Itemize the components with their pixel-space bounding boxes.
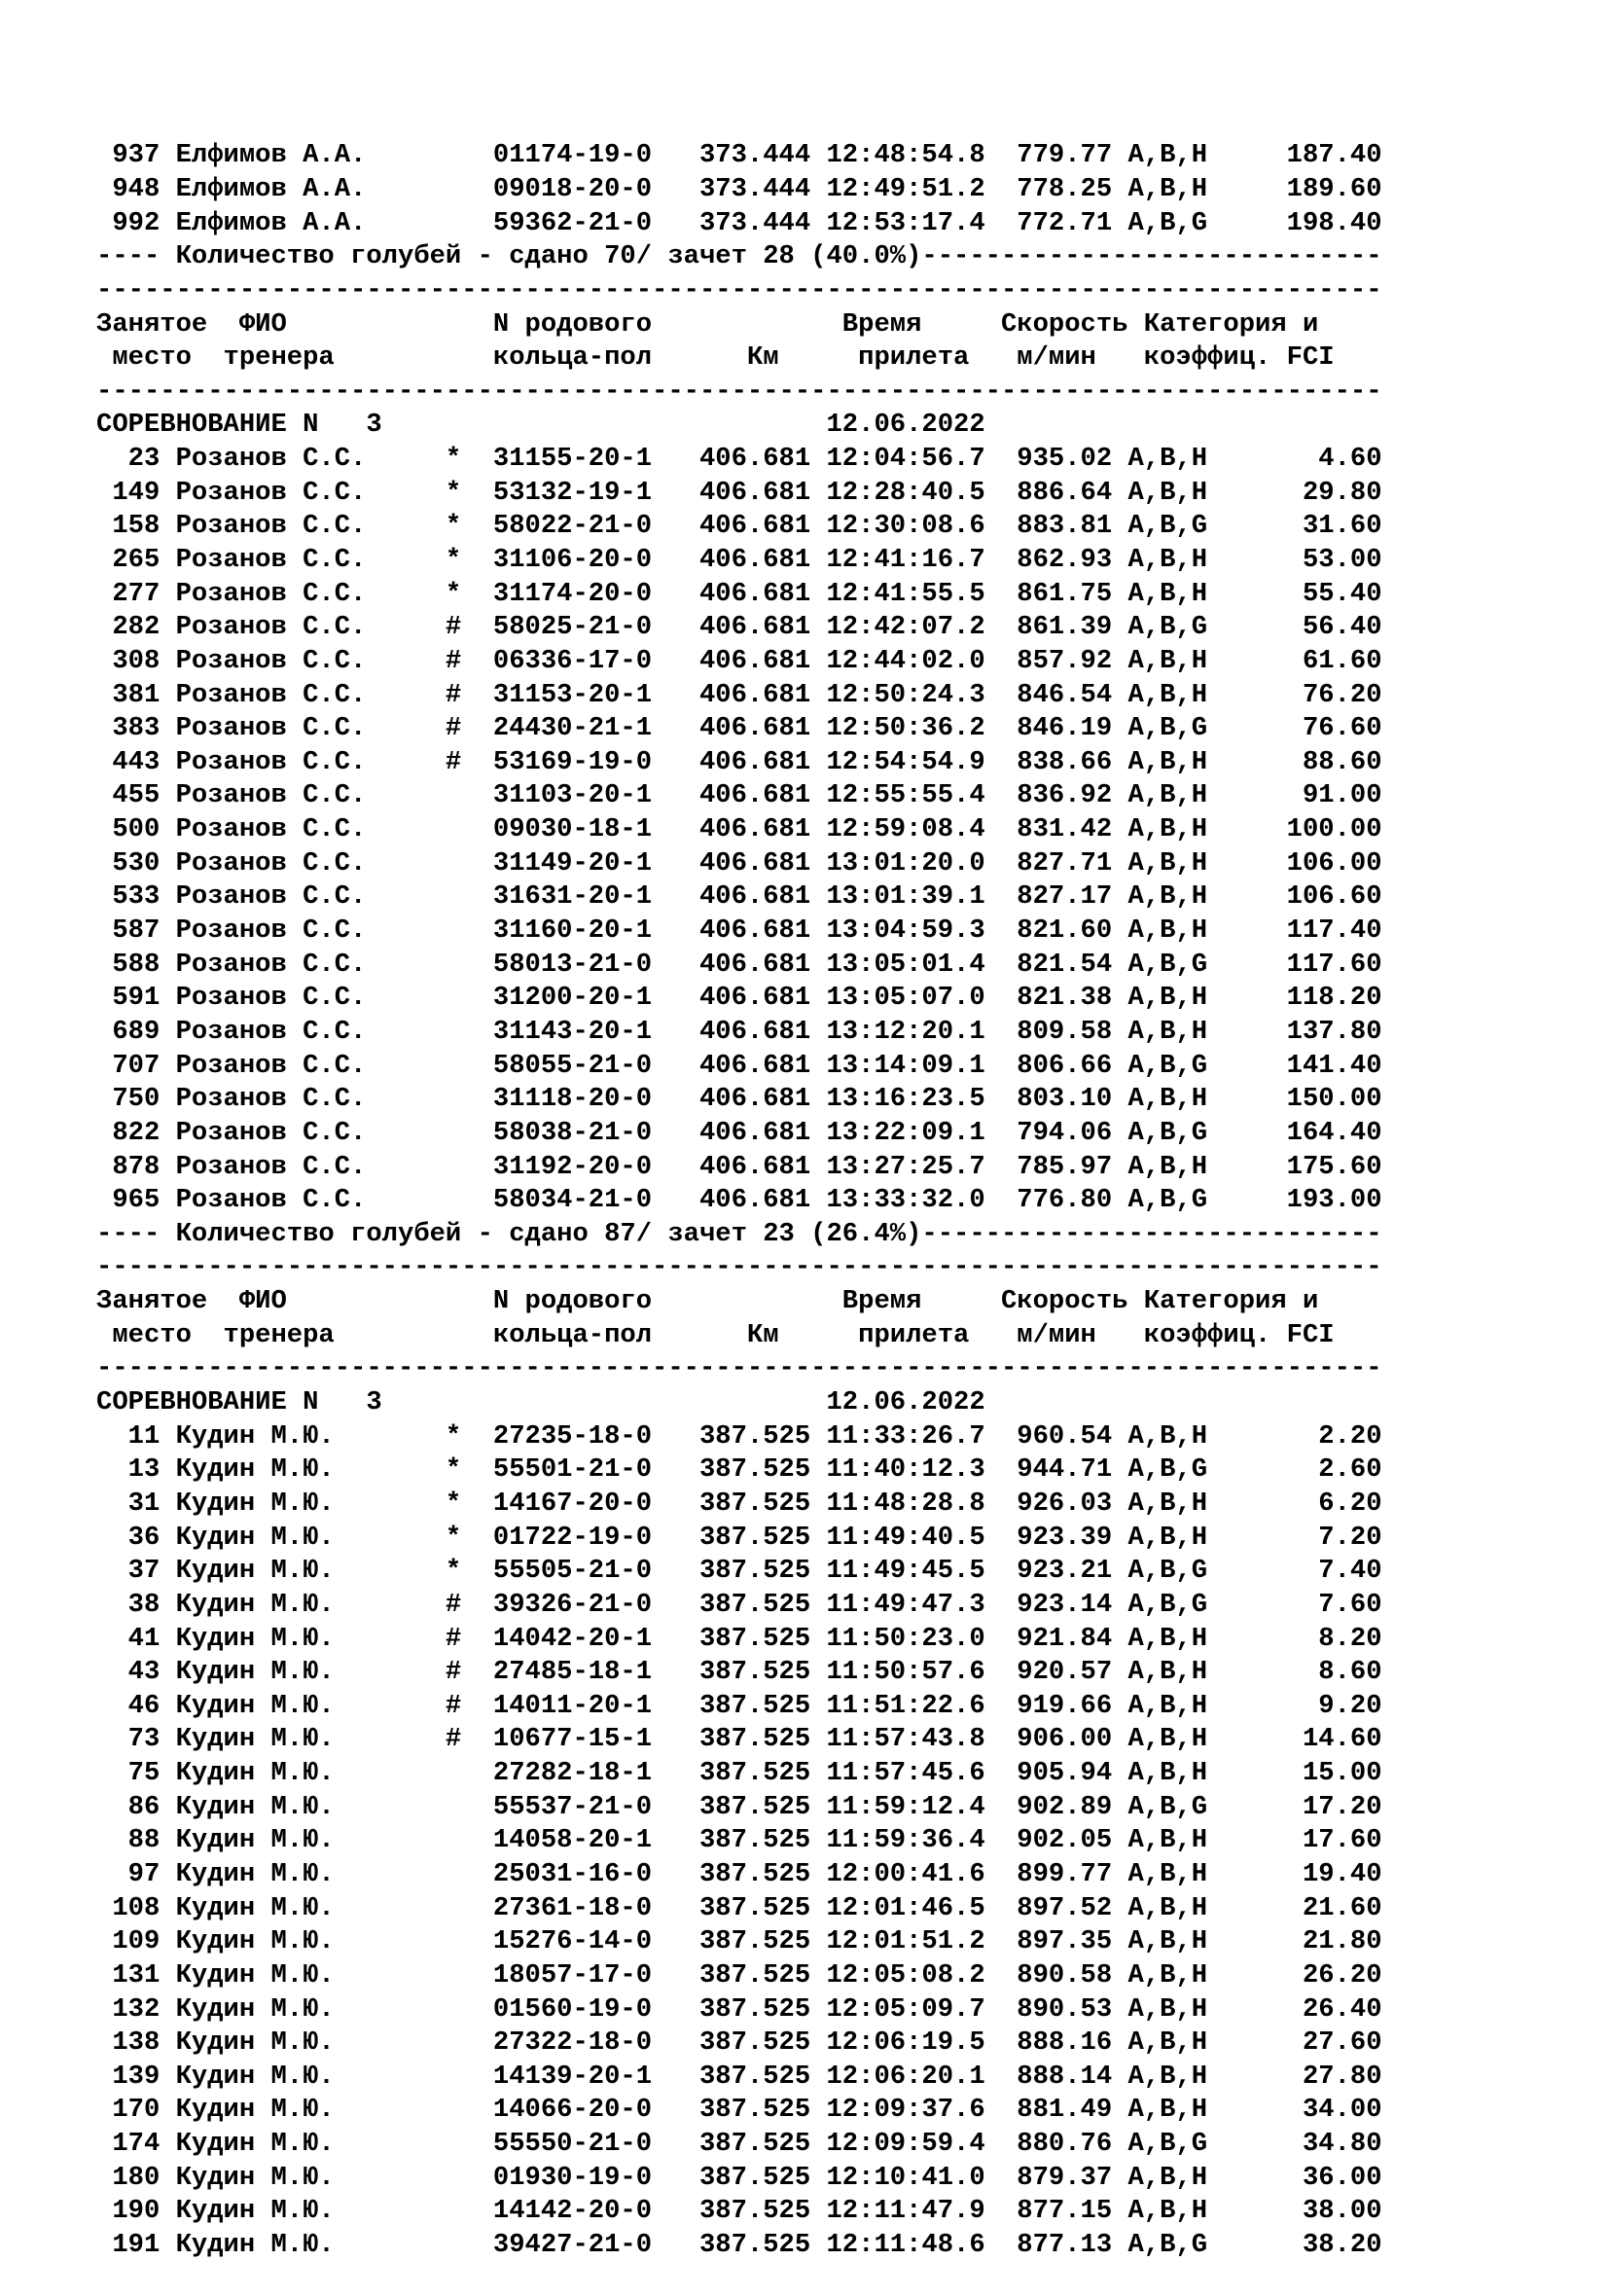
result-line: 41 Кудин М.Ю. # 14042-20-1 387.525 11:50:23.0 921.84 A,B,H 8.20 [96, 1623, 1382, 1654]
result-line: 588 Розанов С.С. 58013-21-0 406.681 13:05:01.4 821.54 A,B,G 117.60 [96, 949, 1382, 980]
result-line: 73 Кудин М.Ю. # 10677-15-1 387.525 11:57:43.8 906.00 A,B,H 14.60 [96, 1724, 1382, 1755]
result-line: Занятое ФИО N родового Время Скорость Категория и [96, 308, 1319, 340]
result-line: 180 Кудин М.Ю. 01930-19-0 387.525 12:10:41.0 879.37 A,B,H 36.00 [96, 2162, 1382, 2193]
result-line: 97 Кудин М.Ю. 25031-16-0 387.525 12:00:41.6 899.77 A,B,H 19.40 [96, 1858, 1382, 1889]
result-line: 37 Кудин М.Ю. * 55505-21-0 387.525 11:49:45.5 923.21 A,B,G 7.40 [96, 1556, 1382, 1587]
result-line: 948 Елфимов А.А. 09018-20-0 373.444 12:49:51.2 778.25 A,B,H 189.60 [96, 173, 1382, 204]
result-line: 750 Розанов С.С. 31118-20-0 406.681 13:16:23.5 803.10 A,B,H 150.00 [96, 1084, 1382, 1115]
result-line: 88 Кудин М.Ю. 14058-20-1 387.525 11:59:36.4 902.05 A,B,H 17.60 [96, 1825, 1382, 1856]
result-line: 132 Кудин М.Ю. 01560-19-0 387.525 12:05:09.7 890.53 A,B,H 26.40 [96, 1993, 1382, 2025]
result-line: 11 Кудин М.Ю. * 27235-18-0 387.525 11:33:26.7 960.54 A,B,H 2.20 [96, 1420, 1382, 1452]
result-line: --------------------------------------------------------------------------------- [96, 1252, 1382, 1283]
results-printout [96, 72, 1575, 2296]
result-line: 443 Розанов С.С. # 53169-19-0 406.681 12:54:54.9 838.66 A,B,H 88.60 [96, 746, 1382, 777]
result-line: 937 Елфимов А.А. 01174-19-0 373.444 12:48:54.8 779.77 A,B,H 187.40 [96, 140, 1382, 171]
result-line: 170 Кудин М.Ю. 14066-20-0 387.525 12:09:37.6 881.49 A,B,H 34.00 [96, 2095, 1382, 2126]
result-line: 190 Кудин М.Ю. 14142-20-0 387.525 12:11:47.9 877.15 A,B,H 38.00 [96, 2196, 1382, 2227]
result-line: 587 Розанов С.С. 31160-20-1 406.681 13:04:59.3 821.60 A,B,H 117.40 [96, 915, 1382, 947]
result-line: место тренера кольца-пол Км прилета м/мин коэффиц. FCI [96, 1319, 1335, 1350]
result-line: СОРЕВНОВАНИЕ N 3 12.06.2022 [96, 1387, 985, 1418]
result-line: 500 Розанов С.С. 09030-18-1 406.681 12:59:08.4 831.42 A,B,H 100.00 [96, 814, 1382, 845]
result-line: 191 Кудин М.Ю. 39427-21-0 387.525 12:11:48.6 877.13 A,B,G 38.20 [96, 2230, 1382, 2261]
result-line: 158 Розанов С.С. * 58022-21-0 406.681 12:30:08.6 883.81 A,B,G 31.60 [96, 511, 1382, 542]
result-line: --------------------------------------------------------------------------------- [96, 376, 1382, 407]
result-line: 13 Кудин М.Ю. * 55501-21-0 387.525 11:40:12.3 944.71 A,B,G 2.60 [96, 1454, 1382, 1486]
result-line: 591 Розанов С.С. 31200-20-1 406.681 13:05:07.0 821.38 A,B,H 118.20 [96, 983, 1382, 1014]
result-line: Занятое ФИО N родового Время Скорость Категория и [96, 1286, 1319, 1317]
result-line: место тренера кольца-пол Км прилета м/мин коэффиц. FCI [96, 342, 1335, 374]
result-line: 23 Розанов С.С. * 31155-20-1 406.681 12:04:56.7 935.02 A,B,H 4.60 [96, 444, 1382, 475]
result-line: 965 Розанов С.С. 58034-21-0 406.681 13:33:32.0 776.80 A,B,G 193.00 [96, 1185, 1382, 1216]
result-line: 108 Кудин М.Ю. 27361-18-0 387.525 12:01:46.5 897.52 A,B,H 21.60 [96, 1892, 1382, 1923]
result-line: 138 Кудин М.Ю. 27322-18-0 387.525 12:06:19.5 888.16 A,B,H 27.60 [96, 2027, 1382, 2059]
result-line: 707 Розанов С.С. 58055-21-0 406.681 13:14:09.1 806.66 A,B,G 141.40 [96, 1050, 1382, 1081]
result-line: 878 Розанов С.С. 31192-20-0 406.681 13:27:25.7 785.97 A,B,H 175.60 [96, 1151, 1382, 1182]
result-line: 265 Розанов С.С. * 31106-20-0 406.681 12:41:16.7 862.93 A,B,H 53.00 [96, 545, 1382, 575]
result-line: 149 Розанов С.С. * 53132-19-1 406.681 12:28:40.5 886.64 A,B,H 29.80 [96, 477, 1382, 508]
result-line: 38 Кудин М.Ю. # 39326-21-0 387.525 11:49:47.3 923.14 A,B,G 7.60 [96, 1589, 1382, 1620]
result-line: 131 Кудин М.Ю. 18057-17-0 387.525 12:05:08.2 890.58 A,B,H 26.20 [96, 1959, 1382, 1991]
results-lines [96, 139, 1575, 2262]
result-line: 277 Розанов С.С. * 31174-20-0 406.681 12:41:55.5 861.75 A,B,H 55.40 [96, 578, 1382, 609]
result-line: 31 Кудин М.Ю. * 14167-20-0 387.525 11:48:28.8 926.03 A,B,H 6.20 [96, 1488, 1382, 1519]
result-line: ---- Количество голубей - сдано 87/ зачет 23 (26.4%)----------------------------- [96, 1218, 1382, 1249]
result-line: 282 Розанов С.С. # 58025-21-0 406.681 12:42:07.2 861.39 A,B,G 56.40 [96, 612, 1382, 643]
result-line: 109 Кудин М.Ю. 15276-14-0 387.525 12:01:51.2 897.35 A,B,H 21.80 [96, 1926, 1382, 1957]
result-line: 139 Кудин М.Ю. 14139-20-1 387.525 12:06:20.1 888.14 A,B,H 27.80 [96, 2061, 1382, 2092]
result-line: 308 Розанов С.С. # 06336-17-0 406.681 12:44:02.0 857.92 A,B,H 61.60 [96, 645, 1382, 676]
result-line: 383 Розанов С.С. # 24430-21-1 406.681 12:50:36.2 846.19 A,B,G 76.60 [96, 713, 1382, 744]
result-line: 174 Кудин М.Ю. 55550-21-0 387.525 12:09:59.4 880.76 A,B,G 34.80 [96, 2129, 1382, 2160]
result-line: 86 Кудин М.Ю. 55537-21-0 387.525 11:59:12.4 902.89 A,B,G 17.20 [96, 1791, 1382, 1822]
result-line: 75 Кудин М.Ю. 27282-18-1 387.525 11:57:45.6 905.94 A,B,H 15.00 [96, 1758, 1382, 1789]
result-line: --------------------------------------------------------------------------------- [96, 274, 1382, 305]
result-line: 992 Елфимов А.А. 59362-21-0 373.444 12:53:17.4 772.71 A,B,G 198.40 [96, 207, 1382, 238]
result-line: 43 Кудин М.Ю. # 27485-18-1 387.525 11:50:57.6 920.57 A,B,H 8.60 [96, 1657, 1382, 1688]
result-line: --------------------------------------------------------------------------------- [96, 1353, 1382, 1384]
result-line: 381 Розанов С.С. # 31153-20-1 406.681 12:50:24.3 846.54 A,B,H 76.20 [96, 679, 1382, 710]
result-line: 689 Розанов С.С. 31143-20-1 406.681 13:12:20.1 809.58 A,B,H 137.80 [96, 1016, 1382, 1047]
result-line: 530 Розанов С.С. 31149-20-1 406.681 13:01:20.0 827.71 A,B,H 106.00 [96, 847, 1382, 879]
result-line: 36 Кудин М.Ю. * 01722-19-0 387.525 11:49:40.5 923.39 A,B,H 7.20 [96, 1522, 1382, 1553]
result-line: 46 Кудин М.Ю. # 14011-20-1 387.525 11:51:22.6 919.66 A,B,H 9.20 [96, 1690, 1382, 1721]
result-line: 455 Розанов С.С. 31103-20-1 406.681 12:55:55.4 836.92 A,B,H 91.00 [96, 780, 1382, 811]
result-line: 822 Розанов С.С. 58038-21-0 406.681 13:22:09.1 794.06 A,B,G 164.40 [96, 1117, 1382, 1148]
result-line: ---- Количество голубей - сдано 70/ зачет 28 (40.0%)----------------------------- [96, 241, 1382, 272]
result-line: СОРЕВНОВАНИЕ N 3 12.06.2022 [96, 410, 985, 441]
result-line: 533 Розанов С.С. 31631-20-1 406.681 13:01:39.1 827.17 A,B,H 106.60 [96, 881, 1382, 913]
